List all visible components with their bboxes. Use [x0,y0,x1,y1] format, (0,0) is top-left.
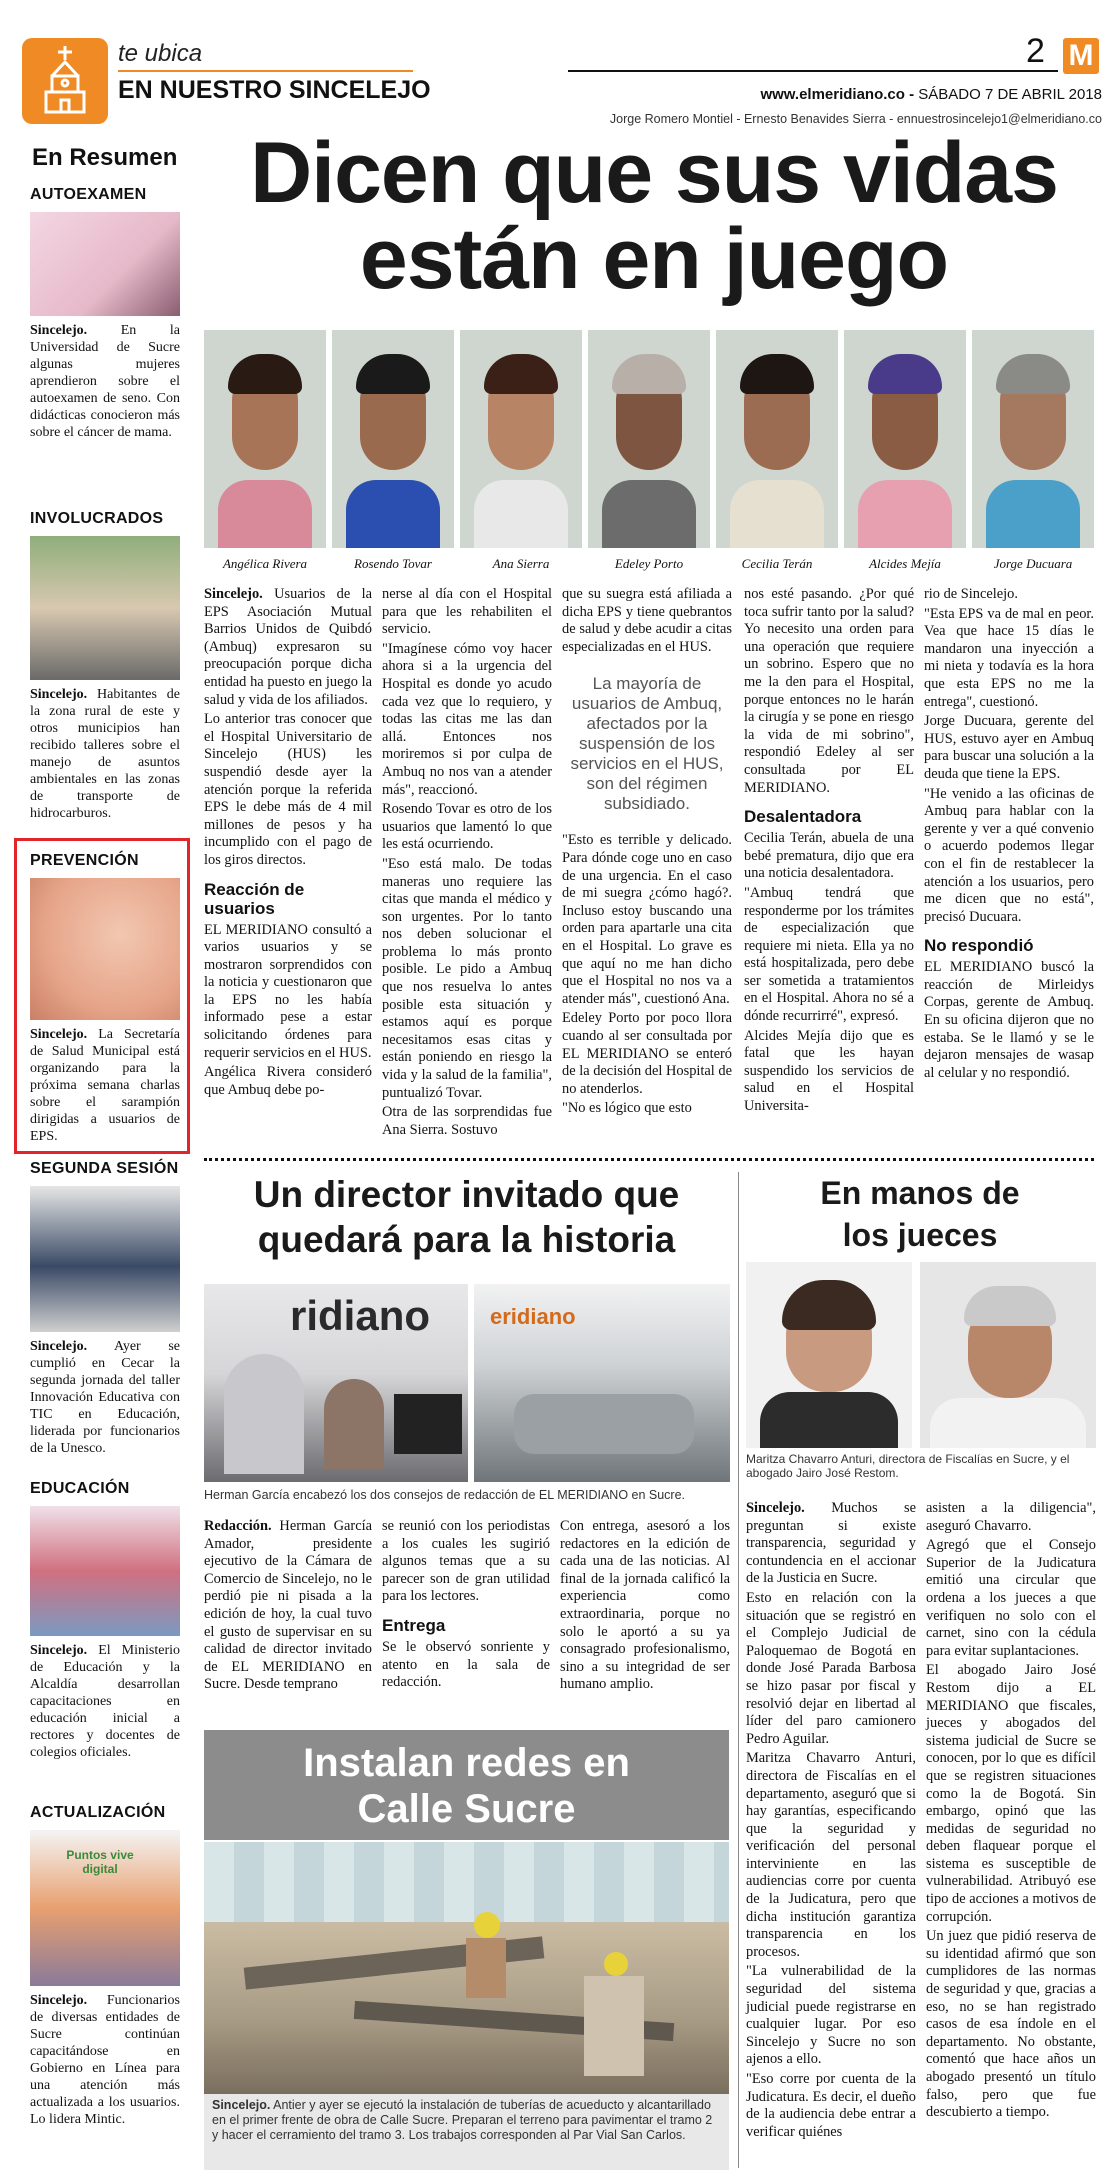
redes-headline-line2: Calle Sucre [357,1787,576,1831]
redes-headline [204,1730,729,1840]
portrait-photo [460,330,582,548]
column-divider [738,1172,739,2168]
portrait-caption: Jorge Ducuara [993,556,1073,571]
main-col-3 [562,586,732,1120]
jueces-headline-line1: En manos de [820,1175,1020,1211]
subhead: Reacción de usuarios [204,879,305,918]
lead-place: Sincelejo. [30,1993,88,2008]
paragraph: El Ministerio de Educación y la Alcaldía desarrollan capacitaciones en educación inicial a rectores y docentes de colegios oficiales. [30,1643,180,1760]
paragraph: EL MERIDIANO buscó la reacción de Mirleidys Corpas, gerente de Ambuq. En su oficina dijeron que no estaba. Se le llamó y se le dejaron mensajes de wasap al celular y no respondió. [924,959,1094,1081]
paragraph: "He venido a las oficinas de Ambuq para hablar con la gerente y ver a qué convenio o acuerdo podemos llegar con el fin de restablecer la atención a los usuarios, pero me dicen que no está", precisó Ducuara. [924,785,1094,925]
page-number: 2 [1026,32,1045,70]
jueces-col-1 [746,1500,916,2143]
director-photo-caption: Herman García encabezó los dos consejos de redacción de EL MERIDIANO en Sucre. [204,1488,686,1502]
jueces-photo-woman [746,1262,912,1448]
photo-sign-text: Puntos vive digital [66,1848,134,1876]
pull-quote: La mayoría de usuarios de Ambuq, afectados por la suspensión de los servicios en el HUS, son del régimen subsidiado. [570,674,724,814]
sidebar-heading: INVOLUCRADOS [30,510,164,527]
director-col-3 [560,1518,730,1696]
sidebar-heading: SEGUNDA SESIÓN [30,1160,179,1177]
paragraph: "Esto es terrible y delicado. Para dónde coge uno en caso de una urgencia. En el caso de mi suegra ¿cómo hagó?. Incluso estoy buscando una orden para apartarle una cita en el Hospital. Lo grave es que aquí no me han dicho que el Hospital no nos va a atender más", cuestionó Ana. [562,832,732,1007]
dateline: www.elmeridiano.co - SÁBADO 7 DE ABRIL 2018 [760,86,1102,103]
section-divider [118,70,413,72]
paragraph: Angélica Rivera consideró que Ambuq debe po- [204,1064,372,1098]
sidebar-photo [30,1830,180,1986]
paragraph: "No es lógico que esto [562,1100,692,1117]
paragraph: rio de Sincelejo. [924,586,1018,602]
sidebar-text [30,686,180,822]
director-col-2 [382,1518,550,1694]
lead-place: Sincelejo. [30,687,88,702]
paragraph: "Esta EPS va de mal en peor. Vea que hace 15 días le mandaron una inyección a mi nieta y todavía es la hora que esta EPS no me la entrega", cuestionó. [924,605,1094,710]
portrait [972,330,1094,580]
portrait-caption: Cecilia Terán [741,556,813,571]
paragraph: Maritza Chavarro Anturi, directora de Fiscalías en el departamento, aseguró que si hay garantías, especificando que la seguridad y verificación del personal interviniente en las audiencias corre por cuenta de la Judicatura, pero que dicha institución garantiza transparencia en los procesos. [746,1750,916,1960]
portrait-photo [332,330,454,548]
sidebar-photo [30,212,180,316]
paragraph: nerse al día con el Hospital para que les rehabiliten el servicio. [382,586,552,638]
portrait [204,330,326,580]
paragraph: Rosendo Tovar es otro de los usuarios que lamentó lo que les está ocurriendo. [382,801,552,853]
lead-place: Sincelejo. [30,1027,88,1042]
lead-place: Sincelejo. [746,1500,805,1516]
paragraph: Usuarios de la EPS Asociación Mutual Barrios Unidos de Quibdó (Ambuq) expresaron su preocupación porque dicha entidad ha puesto en juego la salud y vida de los afiliados. [204,586,372,708]
sidebar-item [30,1804,180,2128]
portrait-photo [588,330,710,548]
paragraph: "La vulnerabilidad de la seguridad del sistema judicial puede registrarse en cualquier lugar. Por eso Sincelejo y Sucre no son ajenos a ello. [746,1963,916,2068]
sidebar-title: En Resumen [32,144,178,171]
lead-place: Sincelejo. [30,1643,88,1658]
paragraph: Cecilia Terán, abuela de una bebé prematura, dijo que era una noticia desalentadora. [744,830,914,882]
director-headline [204,1172,729,1262]
sidebar-heading: ACTUALIZACIÓN [30,1804,166,1821]
portrait [716,330,838,580]
credits-line: Jorge Romero Montiel - Ernesto Benavides Sierra - ennuestrosincelejo1@elmeridiano.co [609,112,1102,126]
caption-lead: Sincelejo. [212,2098,271,2112]
jueces-headline-line2: los jueces [842,1217,998,1253]
redes-photo [204,1842,729,2094]
church-icon [22,38,108,124]
redes-caption-box [204,2094,729,2170]
section-big-title: EN NUESTRO SINCELEJO [118,76,431,104]
portrait [844,330,966,580]
portrait-photo [844,330,966,548]
lead-place: Sincelejo. [30,323,88,338]
paragraph: Muchos se preguntan si existe transparencia, seguridad y contundencia en el accionar de la Justicia en Sucre. [746,1500,916,1587]
lead-place: Redacción. [204,1518,272,1534]
director-headline-line1: Un director invitado que [253,1174,680,1215]
paragraph: Alcides Mejía dijo que es fatal que les hayan suspendido los servicios de salud en el Hospital Universita- [744,1027,914,1115]
highlight-box [14,838,190,1154]
portrait-caption: Ana Sierra [492,556,550,571]
section-dotted-divider [204,1158,1094,1161]
main-col-4 [744,586,914,1118]
paragraph: Lo anterior tras conocer que el Hospital Universitario de Sincelejo (HUS) les suspendió desde ayer la atención porque la referida EPS le debe más de 4 mil millones de pesos y ha incumplido con el pago de los giros directos. [204,711,372,868]
portrait-photo [716,330,838,548]
dateline-date: SÁBADO 7 DE ABRIL 2018 [918,86,1102,103]
jueces-photo-man [920,1262,1096,1448]
paragraph: "Eso corre por cuenta de la Judicatura. Es decir, el dueño de la audiencia debe entrar a verificar quiénes [746,2071,916,2140]
paragraph: Un juez que pidió reserva de su identidad afirmó que son cumplidores de las normas de seguridad y que, gracias a eso, no se han registrado casos de esa índole en el departamento. No obstante, comentó que hace años un abogado presentó un título falso, pero que fue descubierto a tiempo. [926,1928,1096,2121]
paragraph: Otra de las sorprendidas fue Ana Sierra. Sostuvo [382,1104,552,1138]
paragraph: "Eso está malo. De todas maneras uno requiere las citas que manda el médico y son urgentes. Por lo tanto nos deben solucionar el problema lo más pronto posible. Le pido a Ambuq que nos resuelva lo antes posible esta situación y estamos aquí es porque necesitamos esas citas y están poniendo en riesgo la vida y la salud de la familia", puntualizó Tovar. [382,855,552,1101]
director-photo-1 [204,1284,468,1482]
portrait [332,330,454,580]
sidebar-text [30,1992,180,2128]
jueces-photo-caption: Maritza Chavarro Anturi, directora de Fiscalías en Sucre, y el abogado Jairo José Restom. [746,1452,1070,1480]
main-headline [200,125,1108,307]
paragraph: Esto en relación con la situación que se registró en el Complejo Judicial de Paloquemao de Bogotá en donde José Parada Barbosa se hizo pasar por fiscal y resolvió dejar en libertad al líder del paro camionero Pedro Aguilar. [746,1589,916,1747]
portrait-caption: Angélica Rivera [222,556,308,571]
paragraph: Edeley Porto por poco llora cuando al ser consultada por EL MERIDIANO se enteró de la decisión del Hospital de no atenderlos. [562,1010,732,1097]
portrait-caption: Rosendo Tovar [354,556,432,571]
paragraph: Funcionarios de diversas entidades de Sucre continúan capacitándose en Gobierno en Línea para una atención más actualizada a los usuarios. Lo lidera Mintic. [30,1993,180,2127]
sidebar-heading: AUTOEXAMEN [30,186,147,203]
lead-place: Sincelejo. [30,1339,88,1354]
paragraph: asisten a la diligencia", aseguró Chavarro. [926,1500,1096,1534]
jueces-headline [745,1172,1095,1256]
main-col-5 [924,586,1094,1084]
paragraph: En la Universidad de Sucre algunas mujeres aprendieron sobre el autoexamen de seno. Con didácticas conocieron más sobre el cáncer de mama. [30,323,180,440]
portrait [460,330,582,580]
sidebar-item [30,510,180,822]
paragraph: Herman García Amador, presidente ejecutivo de la Cámara de Comercio de Sincelejo, no le perdió pie ni pisada a la edición de hoy, la cual tuvo el gusto de supervisar en su calidad de director invitado de EL MERIDIANO en Sucre. Desde temprano [204,1518,372,1693]
sidebar-text [30,1642,180,1761]
portraits-row [204,330,1094,580]
main-col-1 [204,586,372,1101]
lead-place: Sincelejo. [204,586,263,602]
paragraph: Ayer se cumplió en Cecar la segunda jornada del taller Innovación Educativa con TIC en Educación, liderada por funcionarios de la Unesco. [30,1339,180,1456]
sidebar-item [30,1480,180,1761]
paragraph: que su suegra está afiliada a dicha EPS y tiene quebrantos de salud y debe acudir a citas especializadas en el HUS. [562,586,732,655]
portrait-photo [204,330,326,548]
director-col-1 [204,1518,372,1696]
redes-headline-line1: Instalan redes en [303,1741,630,1785]
paragraph: Jorge Ducuara, gerente del HUS, estuvo ayer en Ambuq para buscar una solución a la deuda que tiene la EPS. [924,713,1094,782]
paragraph: Agregó que el Consejo Superior de la Judicatura emitió una circular que ordena a los jueces a que verifiquen no solo con el carnet, sino con la cédula para evitar suplantaciones. [926,1537,1096,1659]
main-headline-line2: están en juego [359,211,949,307]
caption-text: Antier y ayer se ejecutó la instalación de tuberías de acueducto y alcantarillado en el primer frente de obra de Calle Sucre. Preparan el terreno para pavimentar el tramo 2 y hacer el cerramiento del tramo 3. Los trabajos corresponden al Par Vial San Carlos. [212,2098,713,2142]
sidebar-item [30,1160,180,1457]
subhead: Desalentadora [744,807,862,827]
portrait-caption: Edeley Porto [614,556,684,571]
paragraph: "Ambuq tendrá que responderme por los trámites de especialización que requiere mi nieta. Ella ya no está hospitalizada, pero debe ser sometida a tratamientos en el Hospital. Ahora no sé a dónde recurrirré", expresó. [744,884,914,1025]
photo-sign-text: eridiano [490,1304,576,1329]
paragraph: El abogado Jairo José Restom dijo a EL MERIDIANO que fiscales, jueces y abogados del sistema judicial de Sucre se conocen, por lo que es difícil que se registren situaciones como la de Bogotá. Sin embargo, opinó que las medidas de seguridad no deben flaquear porque el sistema es susceptible de vulnerabilidad. Atribuyó ese tipo de acciones a motivos de corrupción. [926,1662,1096,1925]
paragraph: Con entrega, asesoró a los redactores en la edición de cada una de las noticias. Al final de la jornada calificó la experiencia como extraordinaria, porque no solo le aportó a su ya consagrado profesionalismo, sino a su integridad de ser humano amplio. [560,1518,730,1693]
sidebar-photo [30,536,180,680]
jueces-col-2 [926,1500,1096,2124]
director-headline-line2: quedará para la historia [257,1219,676,1260]
main-col-2 [382,586,552,1141]
subhead: No respondió [924,936,1034,956]
photo-sign-text: ridiano [290,1292,431,1339]
sidebar-heading: EDUCACIÓN [30,1480,130,1497]
sidebar-text [30,1338,180,1457]
section-small-title: te ubica [118,40,203,67]
sidebar-item [30,186,180,441]
portrait [588,330,710,580]
brand-logo: M [1063,38,1099,74]
paragraph: La Secretaría de Salud Municipal está organizando para la próxima semana charlas sobre el sarampión dirigidas a usuarios de EPS. [30,1027,180,1144]
portrait-caption: Alcides Mejía [869,556,941,571]
dateline-site[interactable]: www.elmeridiano.co [760,86,905,103]
header-rule [568,70,1058,72]
paragraph: "Imagínese cómo voy hacer ahora si a la urgencia del Hospital es donde yo acudo cada vez que lo requiero, y todas las citas me las dan allá. Entonces nos moriremos si por culpa de Ambuq no nos van a atender más", reaccionó. [382,640,552,798]
subhead: Entrega [382,1615,446,1635]
portrait-photo [972,330,1094,548]
sidebar-text [30,322,180,441]
paragraph: nos esté pasando. ¿Por qué toca sufrir tanto por la salud? Yo necesito una orden para una operación que requiere un sobrino. Espero que no me la den para el Hospital, porque entonces no le harán la cirugía y se pone en riesgo la vida de mi sobrino", respondió Edeley al ser consultada por EL MERIDIANO. [744,586,914,796]
sidebar-photo [30,1186,180,1332]
paragraph: EL MERIDIANO consultó a varios usuarios y se mostraron sorprendidos con la noticia y cuestionaron que la EPS no les había informado pese a estar solicitando órdenes para requerir servicios en el HUS. [204,921,372,1061]
director-photo-2 [474,1284,730,1482]
sidebar-heading: PREVENCIÓN [30,852,139,869]
sidebar-photo [30,1506,180,1636]
paragraph: Se le observó sonriente y atento en la sala de redacción. [382,1638,550,1691]
paragraph: se reunió con los periodistas a los cuales les sugirió algunos temas que a su parecer son de gran utilidad para los lectores. [382,1518,550,1605]
main-headline-line1: Dicen que sus vidas [250,125,1058,221]
section-logo [22,38,108,124]
paragraph: Habitantes de la zona rural de este y otros municipios han recibido talleres sobre el manejo de asuntos ambientales en las zonas de transporte de hidrocarburos. [30,687,180,821]
